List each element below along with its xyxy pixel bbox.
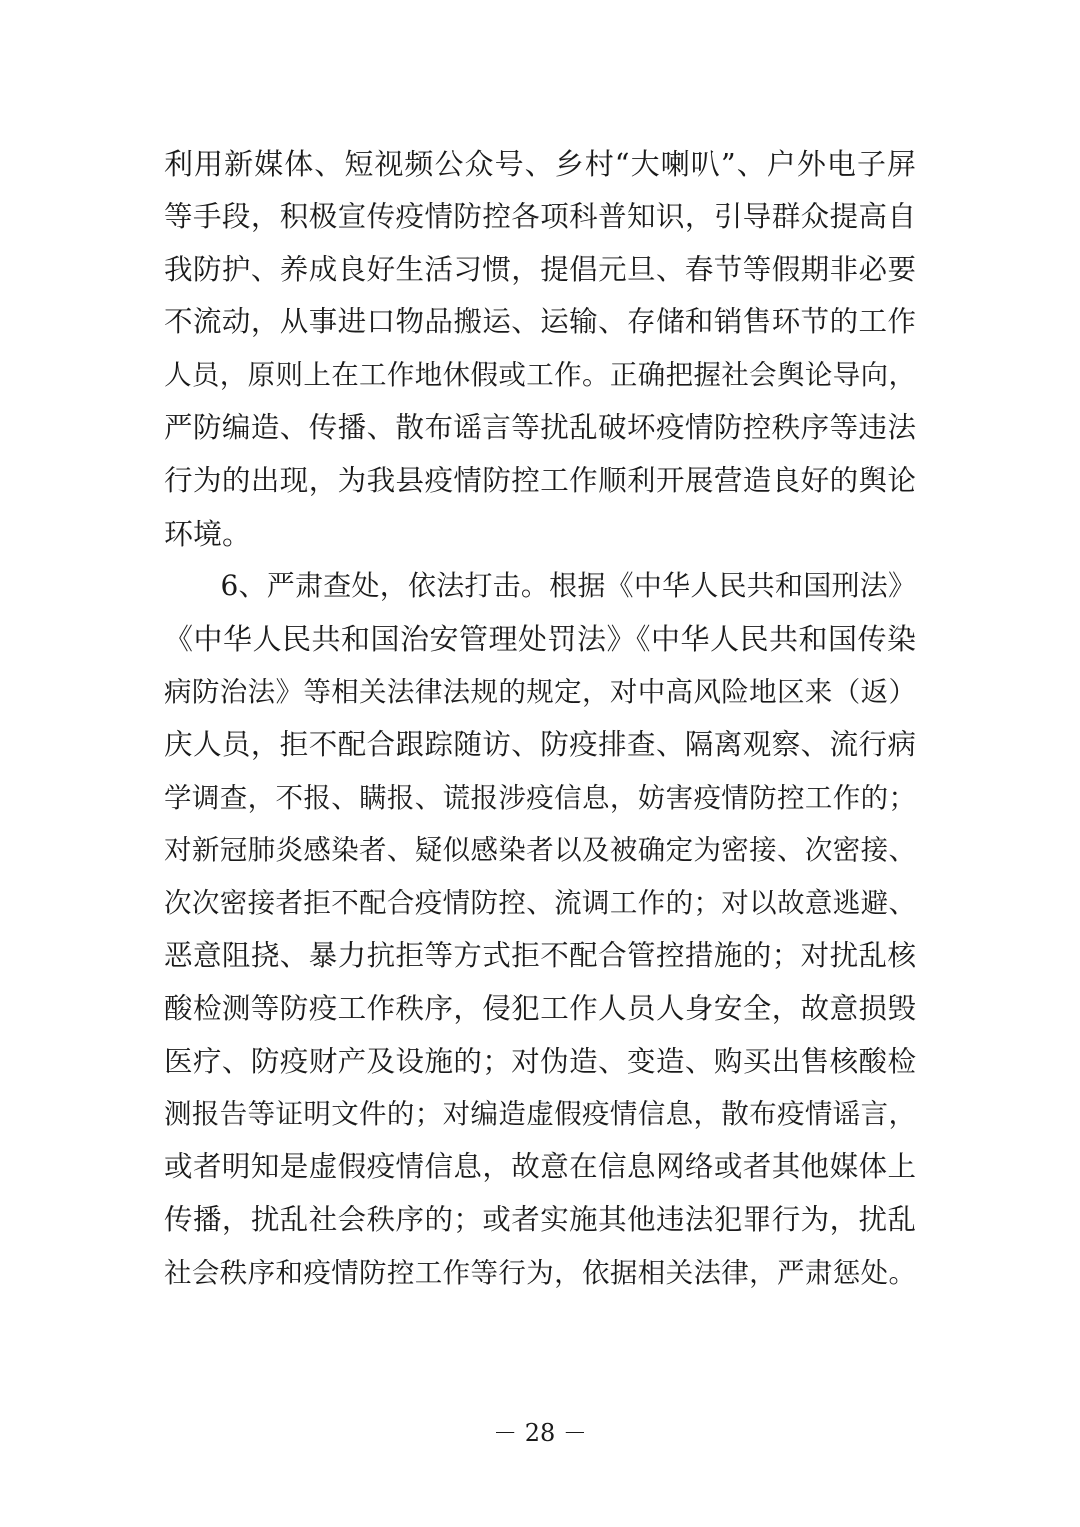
text-line: 学调查，不报、瞒报、谎报涉疫信息，妨害疫情防控工作的； (164, 781, 916, 814)
text-line: 酸检测等防疫工作秩序，侵犯工作人员人身安全，故意损毁 (164, 991, 916, 1025)
text-line: 我防护、养成良好生活习惯，提倡元旦、春节等假期非必要 (164, 252, 916, 286)
text-line: 医疗、防疫财产及设施的；对伪造、变造、购买出售核酸检 (164, 1044, 916, 1078)
text-line: 庆人员，拒不配合跟踪随访、防疫排查、隔离观察、流行病 (164, 727, 916, 761)
text-line: 社会秩序和疫情防控工作等行为，依据相关法律，严肃惩处。 (164, 1256, 916, 1289)
body-text (164, 138, 916, 1300)
text-line: 利用新媒体、短视频公众号、乡村“大喇叭”、户外电子屏 (164, 147, 916, 181)
page-number: － 28 － (493, 1419, 587, 1447)
text-line: 环境。 (164, 516, 252, 551)
paragraph-publicity (164, 138, 916, 560)
text-line: 行为的出现，为我县疫情防控工作顺利开展营造良好的舆论 (164, 463, 916, 497)
text-line: 或者明知是虚假疫情信息，故意在信息网络或者其他媒体上 (164, 1150, 916, 1184)
text-line: 6、严肃查处，依法打击。根据《中华人民共和国刑法》 (164, 569, 916, 603)
text-line: 测报告等证明文件的；对编造虚假疫情信息，散布疫情谣言， (164, 1098, 916, 1131)
text-line: 《中华人民共和国治安管理处罚法》《中华人民共和国传染 (164, 622, 916, 657)
text-line: 病防治法》等相关法律法规的规定，对中高风险地区来（返） (164, 675, 916, 708)
text-line: 严防编造、传播、散布谣言等扰乱破坏疫情防控秩序等违法 (164, 410, 916, 444)
text-line: 人员，原则上在工作地休假或工作。正确把握社会舆论导向， (164, 359, 916, 392)
text-line: 次次密接者拒不配合疫情防控、流调工作的；对以故意逃避、 (164, 887, 916, 920)
text-line: 传播，扰乱社会秩序的；或者实施其他违法犯罪行为，扰乱 (164, 1202, 916, 1236)
text-line: 等手段，积极宣传疫情防控各项科普知识，引导群众提高自 (164, 199, 916, 233)
text-line: 恶意阻挠、暴力抗拒等方式拒不配合管控措施的；对扰乱核 (164, 938, 916, 972)
text-line: 不流动，从事进口物品搬运、运输、存储和销售环节的工作 (164, 305, 916, 339)
text-line: 对新冠肺炎感染者、疑似感染者以及被确定为密接、次密接、 (164, 834, 916, 867)
paragraph-enforcement (164, 560, 916, 1299)
